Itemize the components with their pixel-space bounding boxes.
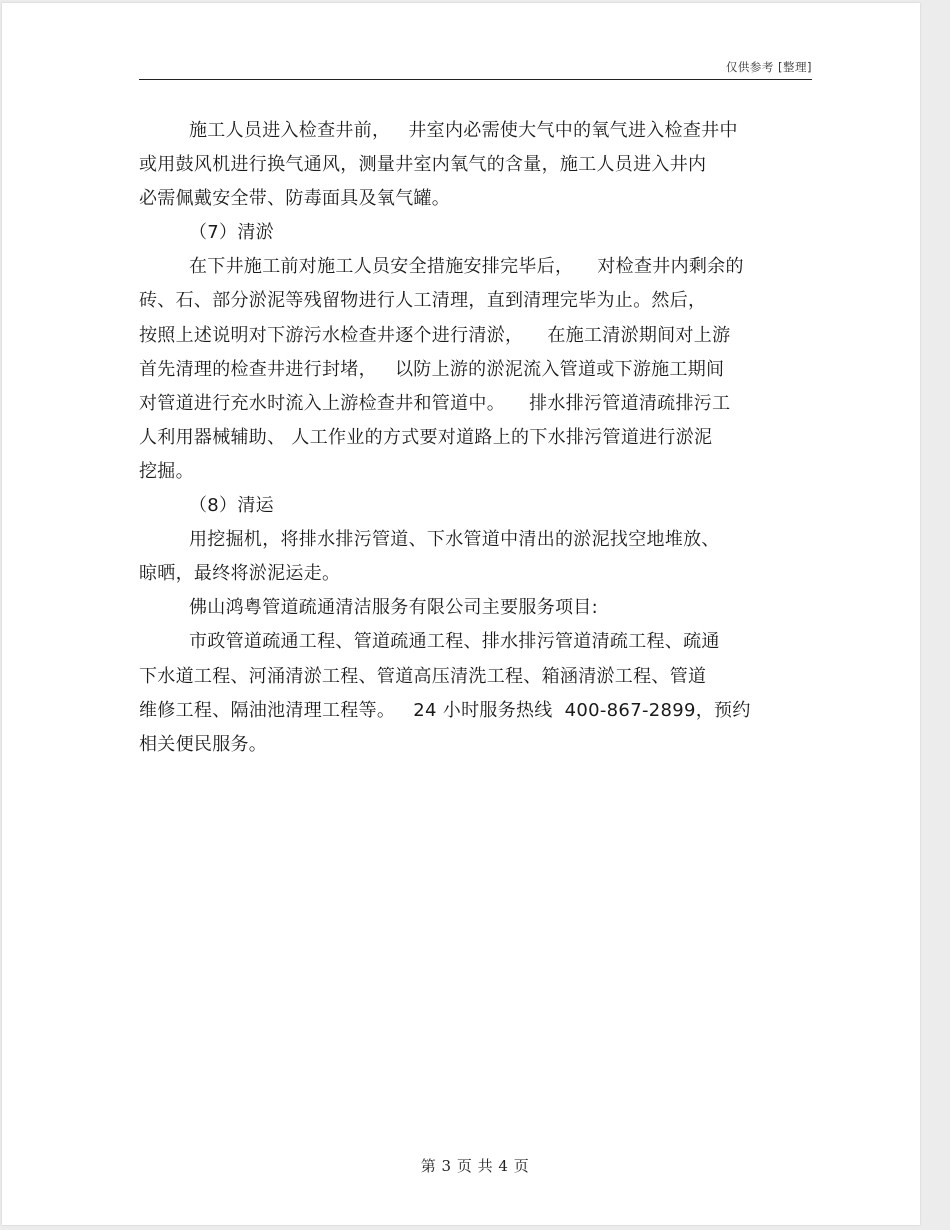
text-line: （8）清运 (189, 495, 274, 517)
document-page (2, 3, 920, 1225)
text-line: 晾晒，最终将淤泥运走。 (139, 563, 341, 585)
text-line: 必需佩戴安全带、防毒面具及氧气罐。 (139, 188, 451, 210)
text-line: 在下井施工前对施工人员安全措施安排完毕后， 对检查井内剩余的 (189, 256, 744, 278)
text-line: 或用鼓风机进行换气通风，测量井室内氧气的含量，施工人员进入井内 (139, 154, 707, 176)
section-heading (139, 489, 809, 523)
text-line: 用挖掘机，将排水排污管道、下水管道中清出的淤泥找空地堆放、 (189, 529, 720, 551)
header-label: 仅供参考 [整理] (725, 60, 812, 74)
text-line: 佛山鸿粤管道疏通清洁服务有限公司主要服务项目: (189, 597, 598, 619)
paragraph (139, 250, 809, 489)
paragraph (139, 523, 809, 591)
page-header (139, 55, 812, 80)
text-line: 按照上述说明对下游污水检查井逐个进行清淤， 在施工清淤期间对上游 (139, 324, 731, 346)
text-line: 维修工程、隔油池清理工程等。 24 小时服务热线 400-867-2899，预约 (139, 699, 751, 721)
text-line: 人利用器械辅助、 人工作业的方式要对道路上的下水排污管道进行淤泥 (139, 426, 713, 448)
text-line: 对管道进行充水时流入上游检查井和管道中。 排水排污管道清疏排污工 (139, 392, 731, 414)
paragraph (139, 114, 809, 216)
text-line: 挖掘。 (139, 460, 194, 482)
text-line: 市政管道疏通工程、管道疏通工程、排水排污管道清疏工程、疏通 (189, 631, 720, 653)
paragraph (139, 591, 809, 625)
text-line: （7）清淤 (189, 222, 274, 244)
section-heading (139, 216, 809, 250)
document-body (139, 114, 809, 762)
text-line: 施工人员进入检查井前， 井室内必需使大气中的氧气进入检查井中 (189, 120, 738, 141)
page-footer: 第 3 页 共 4 页 (420, 1157, 530, 1175)
paragraph (139, 625, 809, 761)
text-line: 砖、石、部分淤泥等残留物进行人工清理，直到清理完毕为止。然后， (139, 290, 707, 312)
text-line: 下水道工程、河涌清淤工程、管道高压清洗工程、箱涵清淤工程、管道 (139, 665, 707, 687)
text-line: 相关便民服务。 (139, 733, 268, 755)
text-line: 首先清理的检查井进行封堵， 以防上游的淤泥流入管道或下游施工期间 (139, 358, 725, 380)
